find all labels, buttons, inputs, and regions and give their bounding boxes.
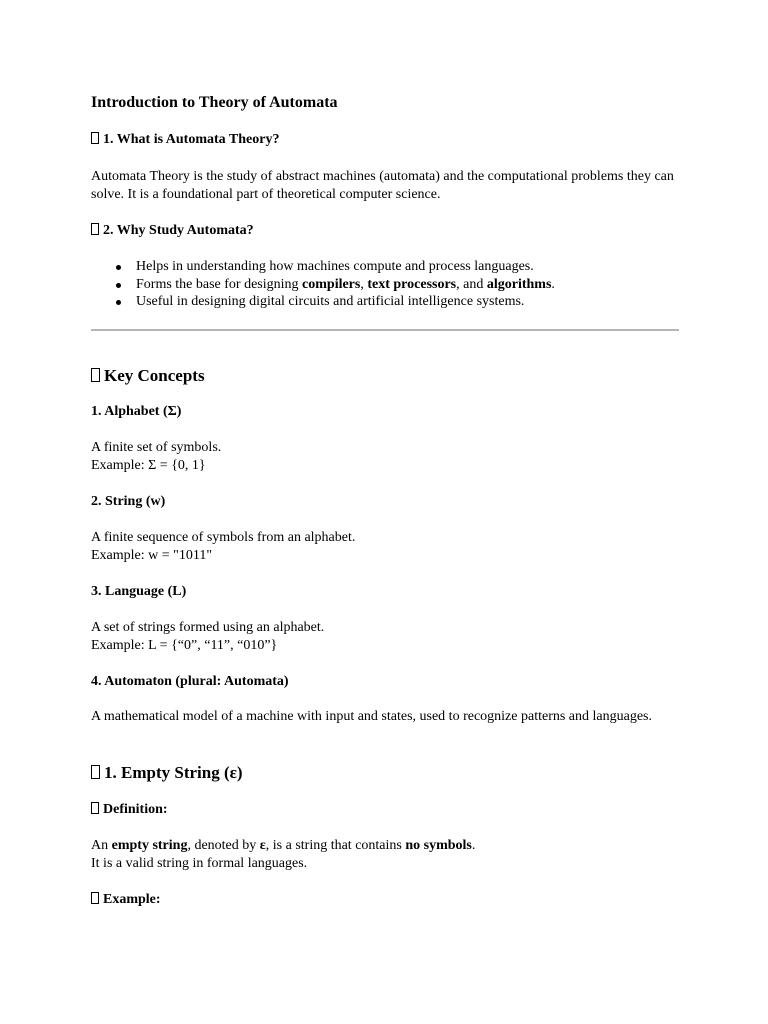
list-item: Helps in understanding how machines compute and process languages. [91, 258, 555, 276]
alphabet-heading: 1. Alphabet (Σ) [91, 404, 182, 419]
missing-glyph-icon [91, 132, 99, 144]
alphabet-example: Example: Σ = {0, 1} [91, 458, 206, 473]
section-heading-why-study: 2. Why Study Automata? [91, 223, 254, 239]
string-example: Example: w = "1011" [91, 548, 213, 563]
list-item: Forms the base for designing compilers, text processors, and algorithms. [91, 276, 555, 294]
automaton-heading: 4. Automaton (plural: Automata) [91, 674, 289, 689]
automaton-definition: A mathematical model of a machine with input and states, used to recognize patterns and languages. [91, 709, 652, 724]
alphabet-definition: A finite set of symbols. [91, 440, 222, 455]
why-study-list [91, 258, 555, 311]
example-heading: Example: [91, 892, 161, 908]
horizontal-divider [91, 329, 679, 331]
missing-glyph-icon [91, 802, 99, 814]
empty-string-heading: 1. Empty String (ε) [91, 763, 243, 783]
definition-heading: Definition: [91, 802, 168, 818]
missing-glyph-icon [91, 892, 99, 904]
string-definition: A finite sequence of symbols from an alphabet. [91, 530, 356, 545]
language-heading: 3. Language (L) [91, 584, 187, 599]
missing-glyph-icon [91, 368, 100, 382]
page-title: Introduction to Theory of Automata [91, 94, 338, 111]
string-heading: 2. String (w) [91, 494, 166, 509]
list-item: Useful in designing digital circuits and artificial intelligence systems. [91, 293, 555, 311]
missing-glyph-icon [91, 765, 100, 779]
language-example: Example: L = {“0”, “11”, “010”} [91, 638, 278, 653]
section-heading-what-is: 1. What is Automata Theory? [91, 132, 279, 148]
language-definition: A set of strings formed using an alphabet. [91, 620, 325, 635]
empty-string-definition: An empty string, denoted by ε, is a string that contains no symbols. [91, 838, 476, 853]
section-body-what-is: Automata Theory is the study of abstract machines (automata) and the computational problems they can solve. It is a foundational part of theoretical computer science. [91, 169, 674, 202]
empty-string-note: It is a valid string in formal languages. [91, 856, 308, 871]
missing-glyph-icon [91, 223, 99, 235]
key-concepts-heading: Key Concepts [91, 366, 205, 386]
